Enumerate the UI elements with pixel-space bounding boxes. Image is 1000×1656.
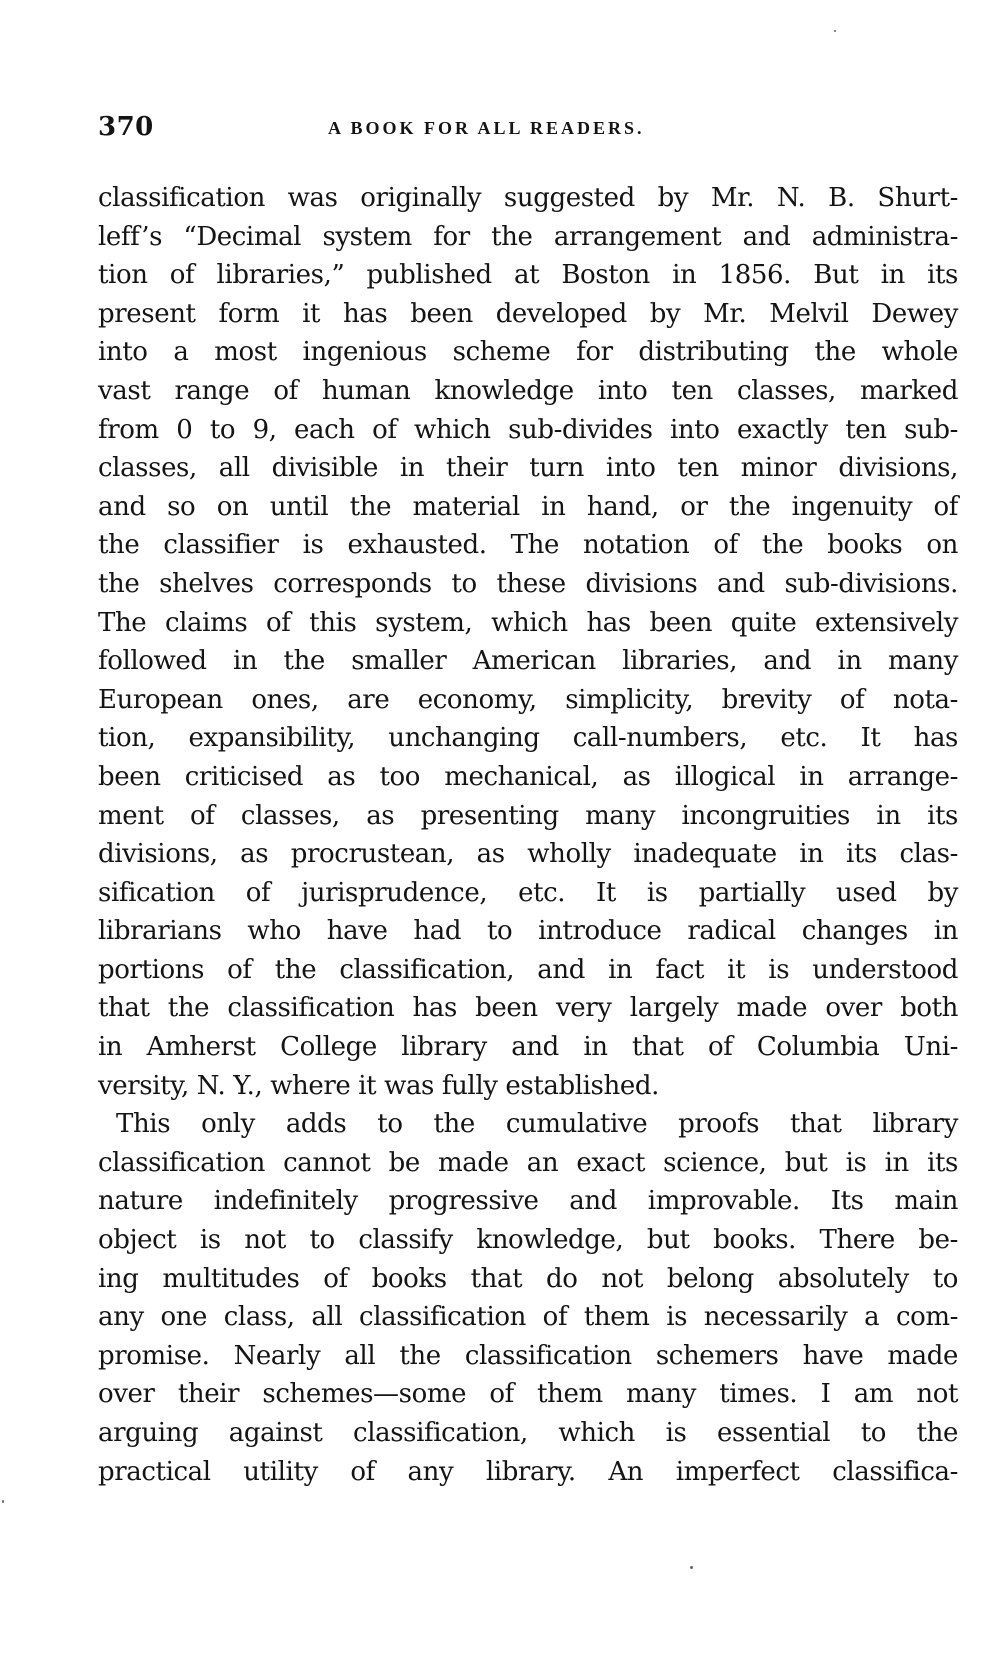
text-line: promise. Nearly all the classification schemers have made: [98, 1340, 958, 1371]
text-line: versity, N. Y., where it was fully established.: [98, 1070, 659, 1101]
text-line: classes, all divisible in their turn into ten minor divisions,: [98, 453, 958, 484]
paragraph-1: [98, 179, 958, 1105]
text-line: practical utility of any library. An imperfect classifica-: [98, 1456, 958, 1487]
text-line: This only adds to the cumulative proofs that library: [116, 1109, 958, 1140]
text-line: in Amherst College library and in that of Columbia Uni-: [98, 1032, 958, 1063]
text-line: present form it has been developed by Mr. Melvil Dewey: [98, 298, 958, 329]
text-line: The claims of this system, which has been quite extensively: [98, 607, 958, 638]
text-line: over their schemes—some of them many times. I am not: [98, 1379, 958, 1410]
text-line: leff’s “Decimal system for the arrangement and administra-: [98, 221, 958, 252]
book-page: [98, 0, 958, 1656]
scan-speck: [834, 30, 836, 32]
text-line: from 0 to 9, each of which sub-divides into exactly ten sub-: [98, 414, 958, 445]
text-line: divisions, as procrustean, as wholly inadequate in its clas-: [98, 839, 958, 870]
text-line: the shelves corresponds to these divisions and sub-divisions.: [98, 568, 958, 599]
text-line: been criticised as too mechanical, as illogical in arrange-: [98, 761, 958, 792]
text-line: that the classification has been very largely made over both: [98, 993, 958, 1024]
page-number: 370: [98, 112, 154, 142]
text-line: any one class, all classification of them is necessarily a com-: [98, 1302, 958, 1333]
scan-speck: [2, 1500, 4, 1503]
text-line: ing multitudes of books that do not belong absolutely to: [98, 1263, 958, 1294]
text-line: classification cannot be made an exact science, but is in its: [98, 1147, 958, 1178]
running-head: A BOOK FOR ALL READERS.: [328, 118, 645, 138]
text-line: arguing against classification, which is essential to the: [98, 1418, 958, 1448]
paragraph-2: [98, 1105, 958, 1491]
text-line: European ones, are economy, simplicity, brevity of nota-: [98, 684, 958, 715]
page-header: [98, 112, 958, 152]
text-line: followed in the smaller American libraries, and in many: [98, 646, 958, 677]
text-line: and so on until the material in hand, or the ingenuity of: [98, 491, 958, 522]
text-line: librarians who have had to introduce radical changes in: [98, 916, 958, 947]
text-line: the classifier is exhausted. The notation of the books on: [98, 530, 958, 561]
text-line: sification of jurisprudence, etc. It is partially used by: [98, 877, 958, 908]
text-line: ment of classes, as presenting many incongruities in its: [98, 800, 958, 831]
text-line: tion, expansibility, unchanging call-numbers, etc. It has: [98, 723, 958, 754]
text-line: vast range of human knowledge into ten classes, marked: [98, 375, 958, 406]
text-line: classification was originally suggested by Mr. N. B. Shurt-: [98, 183, 958, 213]
text-line: into a most ingenious scheme for distributing the whole: [98, 337, 958, 368]
text-line: tion of libraries,” published at Boston in 1856. But in its: [98, 260, 958, 291]
text-line: nature indefinitely progressive and improvable. Its main: [98, 1186, 958, 1217]
text-line: object is not to classify knowledge, but books. There be-: [98, 1225, 958, 1256]
text-line: portions of the classification, and in fact it is understood: [98, 954, 958, 985]
body-text: [98, 179, 958, 1491]
scan-speck: [690, 1566, 693, 1569]
